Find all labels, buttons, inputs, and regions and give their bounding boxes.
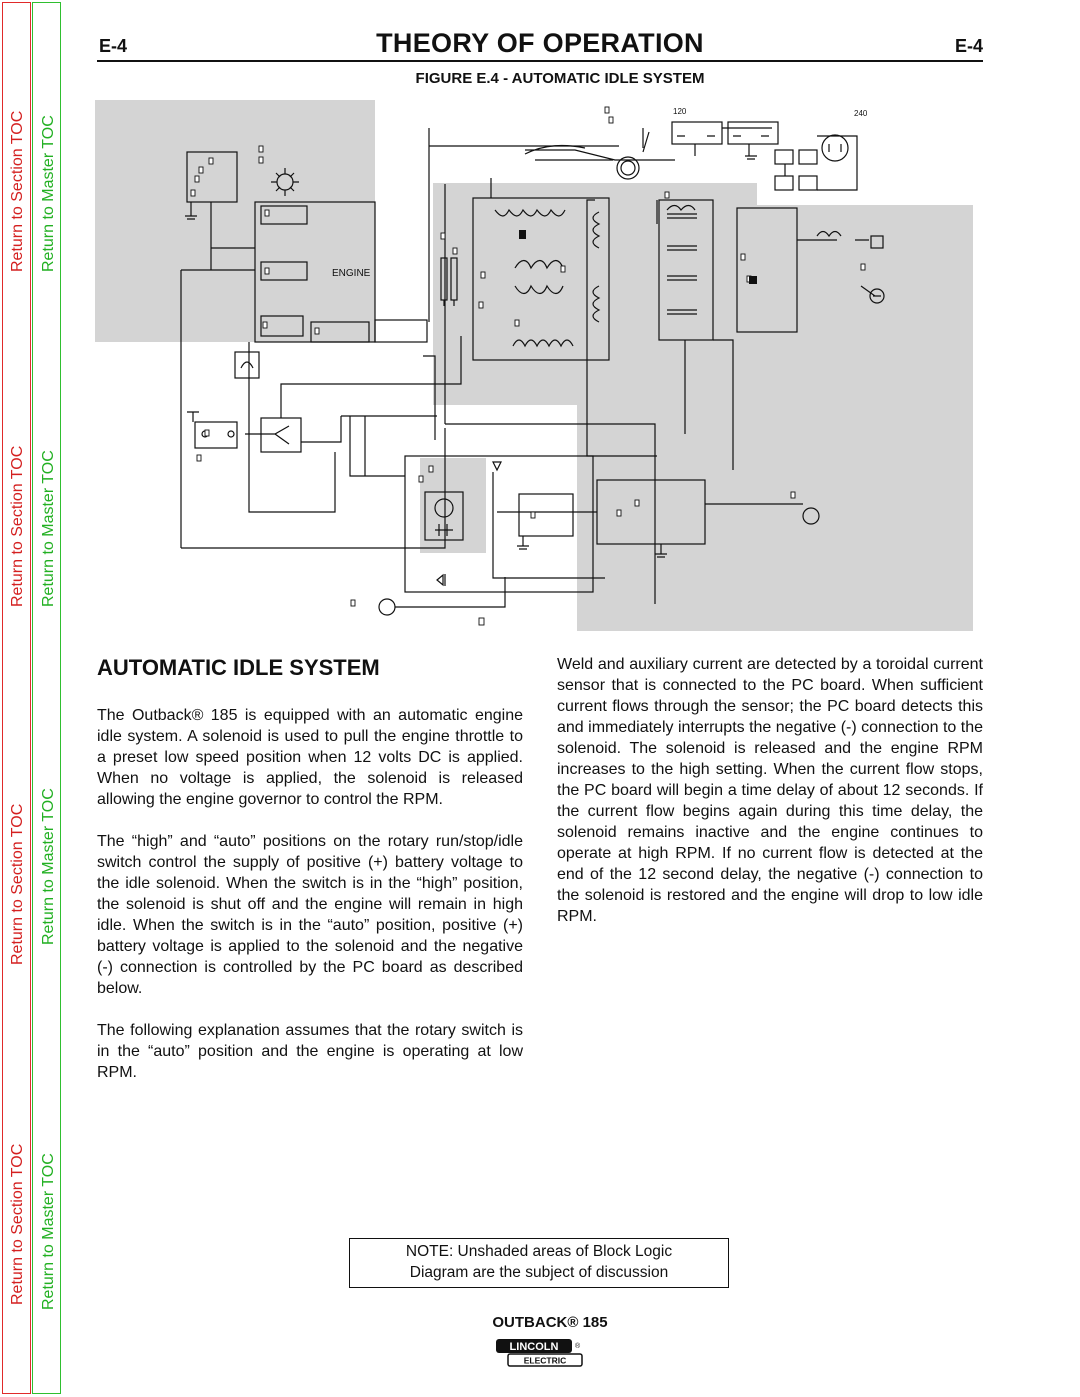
left-column bbox=[97, 705, 523, 1104]
figure-title: FIGURE E.4 - AUTOMATIC IDLE SYSTEM bbox=[415, 70, 705, 87]
paragraph: The “high” and “auto” positions on the rotary run/stop/idle switch control the supply of positive (+) battery voltage to the idle solenoid. When the switch is in the “high” position, the solenoid is shut off and the engine will remain in high idle. When the switch is in the “auto” position, positive (+) battery voltage is applied to the solenoid and the negative (-) connection is controlled by the PC board as described below. bbox=[97, 833, 523, 997]
engine-label: ENGINE bbox=[332, 268, 371, 279]
return-to-master-toc-link[interactable]: Return to Master TOC bbox=[40, 450, 57, 607]
page-number-left: E-4 bbox=[99, 36, 128, 56]
return-to-section-toc-link[interactable]: Return to Section TOC bbox=[9, 1143, 26, 1305]
model-name: OUTBACK® 185 bbox=[492, 1314, 608, 1331]
paragraph: The Outback® 185 is equipped with an automatic engine idle system. A solenoid is used to pull the engine throttle to a preset low speed position when 12 volts DC is applied. When no voltage is applied, the solenoid is released allowing the engine governor to control the RPM. bbox=[97, 707, 523, 808]
note-box bbox=[349, 1238, 729, 1288]
block-logic-diagram bbox=[95, 100, 975, 632]
return-to-section-toc-link[interactable]: Return to Section TOC bbox=[9, 803, 26, 965]
return-to-section-toc-link[interactable]: Return to Section TOC bbox=[9, 110, 26, 272]
svg-text:LINCOLN: LINCOLN bbox=[509, 1341, 559, 1353]
outlet-240-label: 240 bbox=[854, 109, 868, 118]
paragraph: The following explanation assumes that the rotary switch is in the “auto” position and the engine is operating at low RPM. bbox=[97, 1022, 523, 1081]
lincoln-electric-logo bbox=[495, 1338, 583, 1368]
note-line-2: Diagram are the subject of discussion bbox=[409, 1264, 669, 1281]
section-heading: AUTOMATIC IDLE SYSTEM bbox=[97, 655, 380, 680]
page-title: THEORY OF OPERATION bbox=[376, 28, 704, 58]
shaded-areas bbox=[95, 100, 973, 631]
outlet-120-label: 120 bbox=[673, 107, 687, 116]
svg-text:ELECTRIC: ELECTRIC bbox=[523, 1355, 567, 1366]
header-rule bbox=[97, 60, 983, 62]
return-to-master-toc-link[interactable]: Return to Master TOC bbox=[40, 1153, 57, 1310]
return-to-master-toc-link[interactable]: Return to Master TOC bbox=[40, 115, 57, 272]
return-to-master-toc-link[interactable]: Return to Master TOC bbox=[40, 788, 57, 945]
return-to-section-toc-link[interactable]: Return to Section TOC bbox=[9, 445, 26, 607]
right-column bbox=[557, 654, 983, 948]
page-number-right: E-4 bbox=[955, 36, 984, 56]
svg-text:®: ® bbox=[575, 1343, 581, 1350]
note-line-1: NOTE: Unshaded areas of Block Logic bbox=[405, 1243, 673, 1260]
paragraph: Weld and auxiliary current are detected by a toroidal current sensor that is connected to the PC board. When sufficient current flows through the sensor; the PC board detects this and immediately interrupts the negative (-) connection to the solenoid. The solenoid is released and the engine RPM increases to the high setting. When the current flow stops, the PC board will begin a time delay of about 12 seconds. If the current flow begins again during this time delay, the solenoid remains inactive and the engine continues to operate at high RPM. If no current flow is detected at the end of the 12 second delay, the negative (-) connection to the solenoid is restored and the engine will drop to low idle RPM. bbox=[557, 656, 984, 925]
